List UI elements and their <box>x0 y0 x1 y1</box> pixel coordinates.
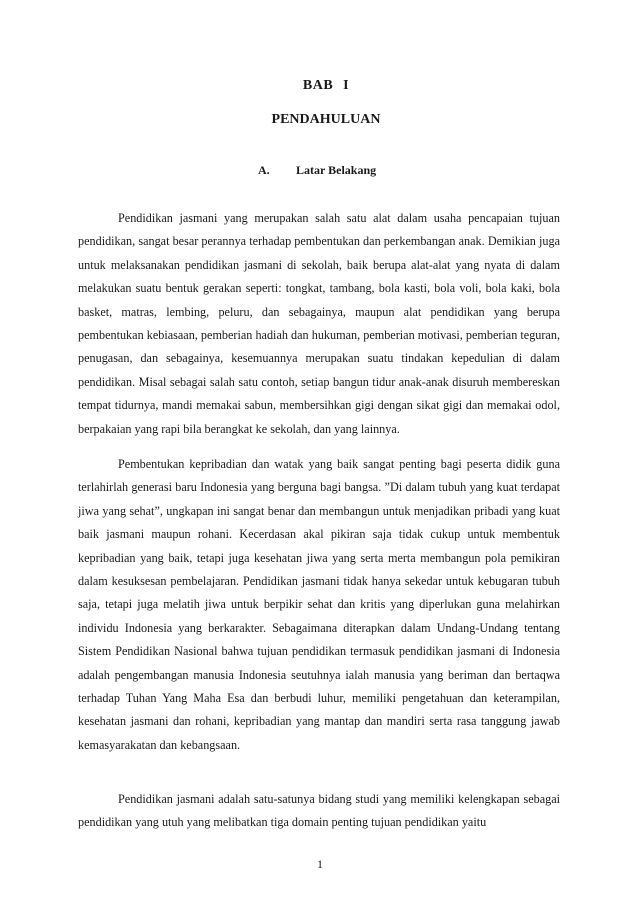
page-number: 1 <box>317 857 323 871</box>
paragraph-3 <box>78 788 560 835</box>
paragraph-text: Pendidikan jasmani adalah satu-satunya bidang studi yang memiliki kelengkapan sebagai pendidikan yang utuh yang melibatkan tiga domain penting tujuan pendidikan yaitu <box>78 792 560 830</box>
chapter-heading: BAB I <box>302 78 350 93</box>
paragraph-2 <box>78 453 560 757</box>
section-number: A. <box>258 163 270 177</box>
paragraph-text: Pendidikan jasmani yang merupakan salah satu alat dalam usaha pencapaian tujuan pendidikan, sangat besar perannya terhadap pembentukan dan perkembangan anak. Demikian juga untuk melaksanakan pendidikan jasmani di sekolah, baik berupa alat-alat yang nyata di dalam melakukan suatu bentuk gerakan seperti: tongkat, tambang, bola kasti, bola voli, bola kaki, bola basket, matras, lembing, peluru, dan sebagainya, maupun alat pendidikan yang berupa pembentukan kebiasaan, pemberian hadiah dan hukuman, pemberian motivasi, pemberian teguran, penugasan, dan sebagainya, kesemuannya merupakan suatu tindakan kepedulian di dalam pendidikan. Misal sebagai salah satu contoh, setiap bangun tidur anak-anak disuruh membereskan tempat tidurnya, mandi memakai sabun, membersihkan gigi dengan sikat gigi dan memakai odol, berpakaian yang rapi bila berangkat ke sekolah, dan yang lainnya. <box>78 211 560 436</box>
section-heading <box>258 163 376 178</box>
section-title: Latar Belakang <box>296 163 377 177</box>
paragraph-text: Pembentukan kepribadian dan watak yang baik sangat penting bagi peserta didik guna terlahirlah generasi baru Indonesia yang berguna bagi bangsa. ”Di dalam tubuh yang kuat terdapat jiwa yang sehat”, ungkapan ini sangat benar dan membangun untuk menjadikan pribadi yang kuat baik jasmani maupun rohani. Kecerdasan akal pikiran saja tidak cukup untuk membentuk kepribadian yang baik, tetapi juga kesehatan jiwa yang serta merta membangun pola pemikiran dalam kesuksesan pembelajaran. Pendidikan jasmani tidak hanya sekedar untuk kebugaran tubuh saja, tetapi juga melatih jiwa untuk berpikir sehat dan kritis yang diperlukan guna melahirkan individu Indonesia yang berkarakter. Sebagaimana diterapkan dalam Undang-Undang tentang Sistem Pendidikan Nasional bahwa tujuan pendidikan termasuk pendidikan jasmani di Indonesia adalah pengembangan manusia Indonesia seutuhnya ialah manusia yang beriman dan bertaqwa terhadap Tuhan Yang Maha Esa dan berbudi luhur, memiliki pengetahuan dan keterampilan, kesehatan jasmani dan rohani, kepribadian yang mantap dan mandiri serta rasa tanggung jawab kemasyarakatan dan kebangsaan. <box>78 457 560 752</box>
chapter-title: PENDAHULUAN <box>271 112 381 127</box>
paragraph-1 <box>78 207 560 441</box>
